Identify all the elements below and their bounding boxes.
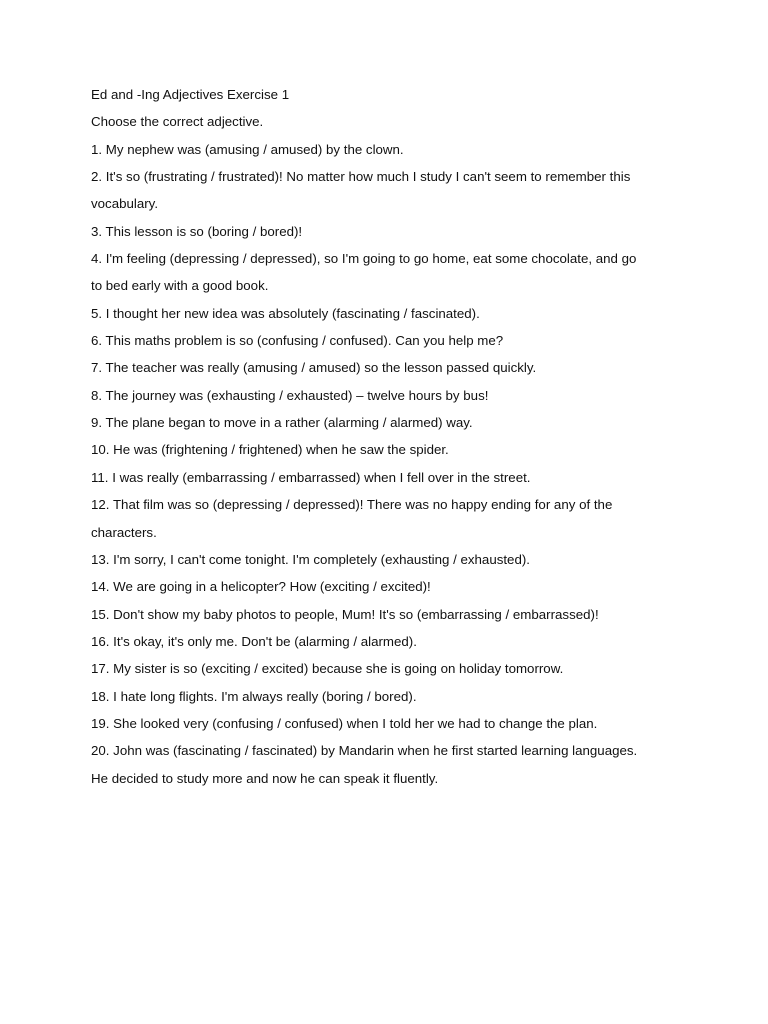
exercise-line: 6. This maths problem is so (confusing / confused). Can you help me? xyxy=(91,333,504,349)
exercise-line: 3. This lesson is so (boring / bored)! xyxy=(91,223,303,239)
exercise-line: 17. My sister is so (exciting / excited) because she is going on holiday tomorrow. xyxy=(91,661,564,677)
exercise-line: 14. We are going in a helicopter? How (exciting / excited)! xyxy=(91,579,431,595)
exercise-line: to bed early with a good book. xyxy=(91,278,269,294)
exercise-line: vocabulary. xyxy=(91,196,159,212)
exercise-line: 1. My nephew was (amusing / amused) by the clown. xyxy=(91,141,404,157)
exercise-line: 5. I thought her new idea was absolutely (fascinating / fascinated). xyxy=(91,305,480,321)
exercise-line: 9. The plane began to move in a rather (alarming / alarmed) way. xyxy=(91,415,473,431)
exercise-line: 13. I'm sorry, I can't come tonight. I'm completely (exhausting / exhausted). xyxy=(91,551,530,567)
instruction-text: Choose the correct adjective. xyxy=(91,114,264,130)
exercise-line: 16. It's okay, it's only me. Don't be (alarming / alarmed). xyxy=(91,633,417,649)
exercise-line: 15. Don't show my baby photos to people, Mum! It's so (embarrassing / embarrassed)! xyxy=(91,606,599,622)
exercise-line: 10. He was (frightening / frightened) when he saw the spider. xyxy=(91,442,449,458)
exercise-line: He decided to study more and now he can speak it fluently. xyxy=(91,770,439,786)
exercise-line: 8. The journey was (exhausting / exhausted) – twelve hours by bus! xyxy=(91,387,489,403)
exercise-line: 2. It's so (frustrating / frustrated)! No matter how much I study I can't seem to remember this xyxy=(91,169,631,185)
exercise-line: 19. She looked very (confusing / confused) when I told her we had to change the plan. xyxy=(91,715,598,731)
exercise-line: 7. The teacher was really (amusing / amused) so the lesson passed quickly. xyxy=(91,360,537,376)
exercise-line: 12. That film was so (depressing / depressed)! There was no happy ending for any of the xyxy=(91,497,613,513)
document-title: Ed and -Ing Adjectives Exercise 1 xyxy=(91,87,290,102)
exercise-line: 20. John was (fascinating / fascinated) by Mandarin when he first started learning languages. xyxy=(91,743,638,759)
exercise-line: characters. xyxy=(91,524,157,540)
exercise-line: 18. I hate long flights. I'm always really (boring / bored). xyxy=(91,688,417,704)
exercise-line: 11. I was really (embarrassing / embarrassed) when I fell over in the street. xyxy=(91,469,531,485)
document-page xyxy=(91,84,741,795)
exercise-line: 4. I'm feeling (depressing / depressed), so I'm going to go home, eat some chocolate, and go xyxy=(91,251,637,267)
